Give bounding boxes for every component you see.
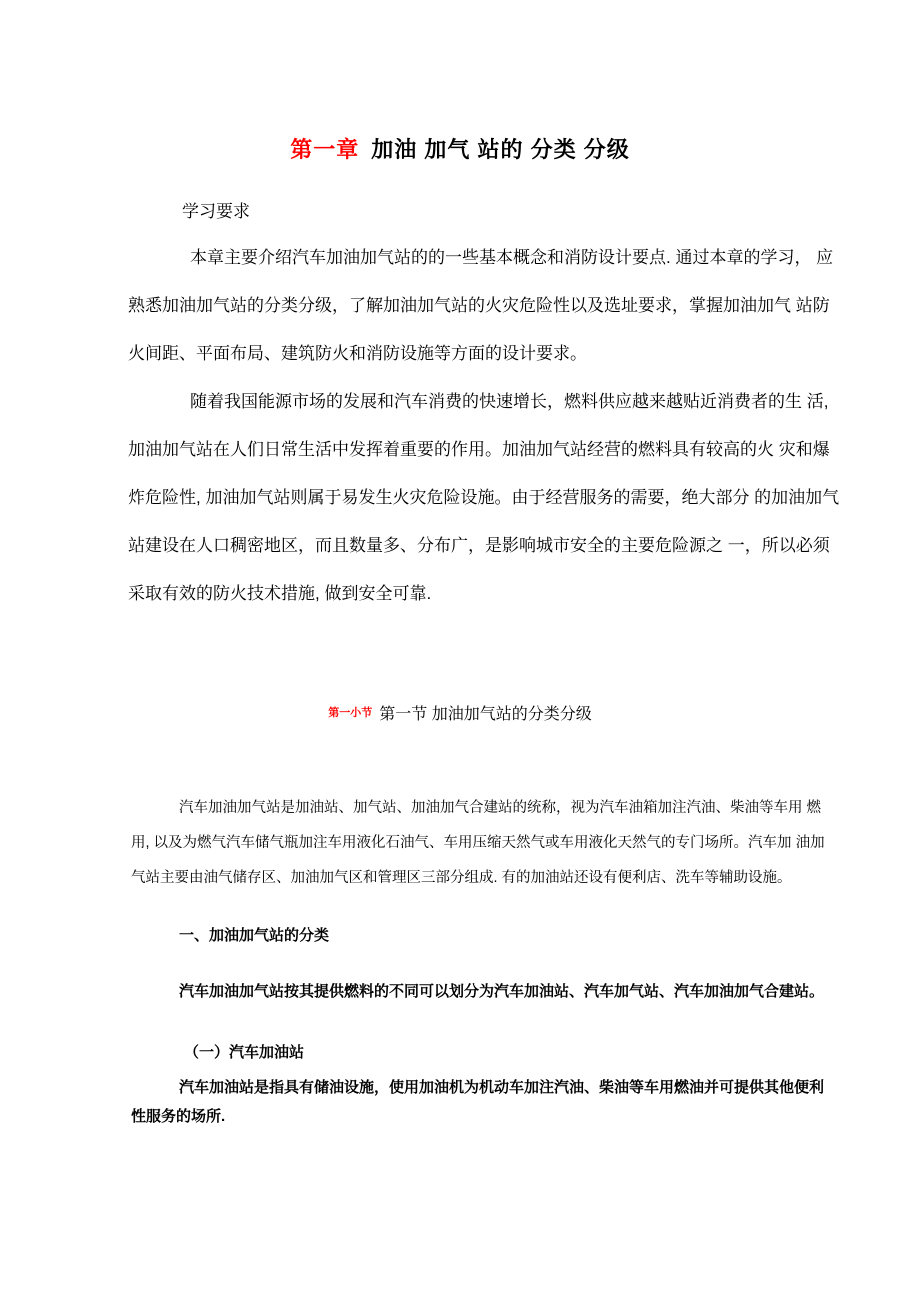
chapter-title-text: 加油 加气 站的 分类 分级 (371, 137, 630, 162)
intro-paragraph-1 (128, 243, 834, 387)
paragraph-line: 本章主要介绍汽车加油加气站的的一些基本概念和消防设计要点. 通过本章的学习， 应 (190, 248, 834, 267)
gas-station-heading: （一）汽车加油站 (184, 1044, 305, 1061)
paragraph-line: 气站主要由油气储存区、加油加气区和管理区三部分组成. 有的加油站还设有便利店、洗车等辅助设施。 (131, 870, 792, 886)
paragraph-line: 火间距、平面布局、建筑防火和消防设施等方面的设计要求。 (128, 344, 587, 363)
paragraph-line: 站建设在人口稠密地区，而且数量多、分布广，是影响城市安全的主要危险源之 一，所以必须 (128, 536, 830, 555)
paragraph-line: 汽车加油加气站是加油站、加气站、加油加气合建站的统称，视为汽车油箱加注汽油、柴油等车用 燃 (179, 800, 822, 816)
paragraph-line: 汽车加油站是指具有储油设施，使用加油机为机动车加注汽油、柴油等车用燃油并可提供其他便利 (179, 1079, 825, 1096)
paragraph-line: 随着我国能源市场的发展和汽车消费的快速增长，燃料供应越来越贴近消费者的生 活, (190, 392, 829, 411)
paragraph-line: 采取有效的防火技术措施, 做到安全可靠. (128, 584, 432, 603)
section-heading (0, 701, 920, 724)
section-title: 第一节 加油加气站的分类分级 (379, 706, 592, 723)
paragraph-line: 炸危险性, 加油加气站则属于易发生火灾危险设施。由于经营服务的需要，绝大部分 的加油加气 (128, 488, 840, 507)
overview-paragraph (131, 796, 825, 901)
intro-paragraph-2 (128, 387, 840, 627)
classification-paragraph: 汽车加油加气站按其提供燃料的不同可以划分为汽车加油站、汽车加气站、汽车加油加气合建站。 (179, 983, 825, 1000)
paragraph-line: 性服务的场所. (131, 1108, 226, 1125)
learning-requirements-label: 学习要求 (182, 202, 250, 221)
chapter-title (0, 133, 920, 164)
gas-station-paragraph (131, 1076, 825, 1134)
section-sidenote: 第一小节 (328, 707, 373, 719)
classification-heading: 一、加油加气站的分类 (179, 927, 330, 944)
paragraph-line: 加油加气站在人们日常生活中发挥着重要的作用。加油加气站经营的燃料具有较高的火 灾和爆 (128, 440, 830, 459)
paragraph-line: 熟悉加油加气站的分类分级，了解加油加气站的火灾危险性以及选址要求，掌握加油加气 站防 (128, 296, 830, 315)
paragraph-line: 用, 以及为燃气汽车储气瓶加注车用液化石油气、车用压缩天然气或车用液化天然气的专门场所。汽车加 油加 (131, 835, 825, 851)
chapter-number: 第一章 (290, 137, 360, 162)
